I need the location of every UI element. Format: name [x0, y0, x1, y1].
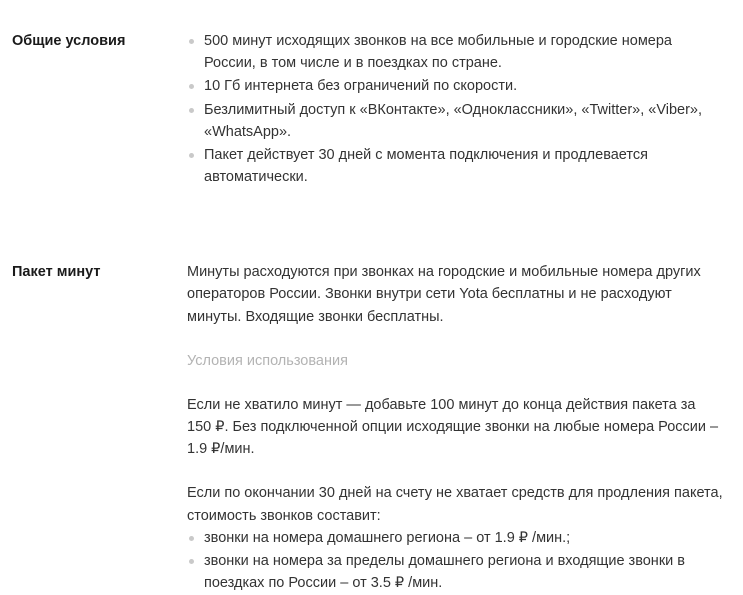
call-rates-list	[187, 527, 723, 595]
paragraph-spacer	[187, 460, 723, 482]
section-minutes-package	[12, 261, 723, 595]
section-label-general-conditions: Общие условия	[12, 33, 126, 49]
section-general-conditions	[12, 30, 723, 189]
insufficient-funds-paragraph: Если по окончании 30 дней на счету не хватает средств для продления пакета, стоимость звонков составит:	[187, 485, 723, 524]
minutes-top-up-paragraph: Если не хватило минут — добавьте 100 минут до конца действия пакета за 150 ₽. Без подключенной опции исходящие звонки на любые номера России – 1.9 ₽/мин.	[187, 396, 719, 458]
section-body-minutes-package	[187, 261, 723, 595]
list-item: звонки на номера за пределы домашнего региона и входящие звонки в поездках по России – от 3.5 ₽ /мин.	[187, 550, 723, 594]
list-item: Безлимитный доступ к «ВКонтакте», «Одноклассники», «Twitter», «Viber», «WhatsApp».	[187, 99, 723, 143]
minutes-intro-paragraph: Минуты расходуются при звонках на городские и мобильные номера других операторов России. Звонки внутри сети Yota бесплатны и не расходуют минуты. Входящие звонки бесплатны.	[187, 264, 701, 325]
list-item: Пакет действует 30 дней с момента подключения и продлевается автоматически.	[187, 144, 723, 188]
list-item: 500 минут исходящих звонков на все мобильные и городские номера России, в том числе и в поездках по стране.	[187, 30, 723, 74]
section-spacer	[12, 189, 723, 261]
list-item: 10 Гб интернета без ограничений по скорости.	[187, 75, 723, 97]
section-label-minutes-package: Пакет минут	[12, 264, 101, 281]
paragraph-spacer	[187, 372, 723, 394]
paragraph-spacer	[187, 328, 723, 350]
section-body-general-conditions	[187, 30, 723, 189]
list-item: звонки на номера домашнего региона – от 1.9 ₽ /мин.;	[187, 527, 723, 549]
general-conditions-list	[187, 30, 723, 188]
usage-conditions-subheading: Условия использования	[187, 352, 348, 369]
